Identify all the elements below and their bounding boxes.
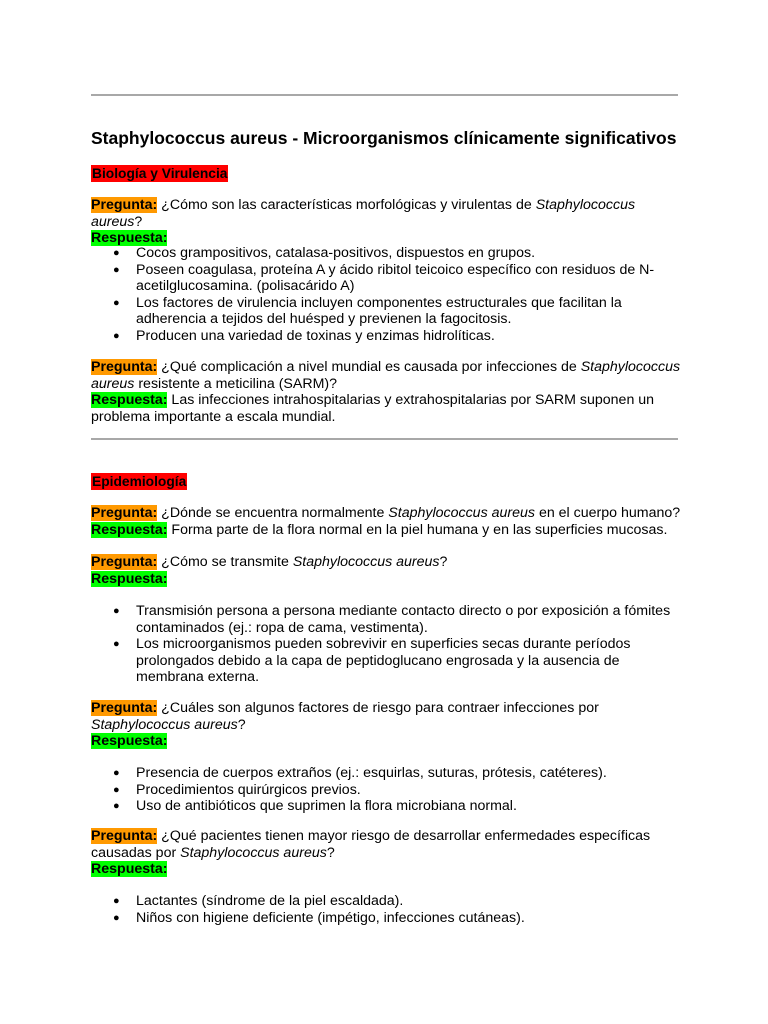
question <box>91 700 681 733</box>
question <box>91 359 681 392</box>
question-text-end: ? <box>237 716 246 733</box>
question-text-end: en el cuerpo humano? <box>535 505 681 521</box>
question-text: ¿Qué complicación a nivel mundial es causada por infecciones de <box>157 359 581 375</box>
qa-block <box>91 554 681 587</box>
list-item: ● Lactantes (síndrome de la piel escaldada). <box>91 893 681 910</box>
question-label: Pregunta: <box>91 828 158 844</box>
question-text-end: ? <box>439 554 448 570</box>
section-divider <box>91 438 678 440</box>
section-heading-biologia <box>91 165 681 183</box>
answer <box>91 861 681 878</box>
question-species: Staphylococcus aureus <box>91 359 681 392</box>
list-item: ● Producen una variedad de toxinas y enzimas hidrolíticas. <box>91 328 681 345</box>
answer-text: Las infecciones intrahospitalarias y extrahospitalarias por SARM suponen un problema importante a escala mundial. <box>91 392 655 425</box>
list-item: ● Los microorganismos pueden sobrevivir en superficies secas durante períodos prolongados debido a la capa de peptidoglucano engrosada y la ausencia de membrana externa. <box>91 636 681 686</box>
answer-list <box>91 765 681 815</box>
question-text: ¿Dónde se encuentra normalmente <box>157 505 389 521</box>
answer-text: Forma parte de la flora normal en la piel humana y en las superficies mucosas. <box>167 521 668 538</box>
answer <box>91 571 681 588</box>
question <box>91 197 681 230</box>
question-text: ¿Cómo son las características morfológicas y virulentas de <box>157 197 536 213</box>
question-species: Staphylococcus aureus <box>292 554 440 570</box>
answer-label: Respuesta: <box>91 521 168 538</box>
list-item: ● Poseen coagulasa, proteína A y ácido ribitol teicoico específico con residuos de N-acetilglucosamina. (polisacárido A) <box>91 262 681 295</box>
question-text: ¿Cuáles son algunos factores de riesgo para contraer infecciones por <box>157 700 599 716</box>
question-text: ¿Qué pacientes tienen mayor riesgo de desarrollar enfermedades específicas causadas por <box>91 828 651 861</box>
document-title: Staphylococcus aureus - Microorganismos clínicamente significativos <box>91 128 677 148</box>
question-label: Pregunta: <box>91 700 158 716</box>
qa-block <box>91 359 681 425</box>
answer-label: Respuesta: <box>91 733 168 749</box>
question-text-end: ? <box>134 213 143 230</box>
list-item: ● Uso de antibióticos que suprimen la flora microbiana normal. <box>91 798 681 815</box>
question-text-end: ? <box>326 844 335 861</box>
section-label: Epidemiología <box>92 474 187 489</box>
answer <box>91 733 681 750</box>
list-item: ● Cocos grampositivos, catalasa-positivos, dispuestos en grupos. <box>91 245 681 262</box>
answer <box>91 392 681 425</box>
qa-block <box>91 828 681 878</box>
qa-block <box>91 197 681 247</box>
list-item: ● Procedimientos quirúrgicos previos. <box>91 782 681 799</box>
answer-label: Respuesta: <box>91 392 168 408</box>
answer-list <box>91 893 681 926</box>
question-species: Staphylococcus aureus <box>91 197 636 230</box>
answer-list <box>91 245 681 344</box>
qa-block <box>91 700 681 750</box>
question-text: ¿Cómo se transmite <box>157 554 293 570</box>
question-label: Pregunta: <box>91 197 158 213</box>
question-label: Pregunta: <box>91 359 158 375</box>
answer-label: Respuesta: <box>91 230 168 246</box>
question-species: Staphylococcus aureus <box>180 844 327 861</box>
section-label: Biología y Virulencia <box>92 166 228 181</box>
question-text-end: resistente a meticilina (SARM)? <box>134 375 338 392</box>
answer-label: Respuesta: <box>91 570 168 587</box>
answer-label: Respuesta: <box>91 861 168 877</box>
question-label: Pregunta: <box>91 554 158 570</box>
qa-block <box>91 505 681 538</box>
answer-list <box>91 603 681 686</box>
question <box>91 554 681 571</box>
section-heading-epidemiologia <box>91 473 681 491</box>
answer <box>91 522 681 539</box>
list-item: ● Niños con higiene deficiente (impétigo, infecciones cutáneas). <box>91 910 681 927</box>
question-species: Staphylococcus aureus <box>91 716 238 733</box>
question <box>91 505 681 522</box>
question <box>91 828 681 861</box>
question-species: Staphylococcus aureus <box>388 505 535 521</box>
top-divider <box>91 94 678 96</box>
list-item: ● Presencia de cuerpos extraños (ej.: esquirlas, suturas, prótesis, catéteres). <box>91 765 681 782</box>
question-label: Pregunta: <box>91 505 158 521</box>
list-item: ● Los factores de virulencia incluyen componentes estructurales que facilitan la adherencia a tejidos del huésped y previenen la fagocitosis. <box>91 295 681 328</box>
list-item: ● Transmisión persona a persona mediante contacto directo o por exposición a fómites contaminados (ej.: ropa de cama, vestimenta). <box>91 603 681 636</box>
